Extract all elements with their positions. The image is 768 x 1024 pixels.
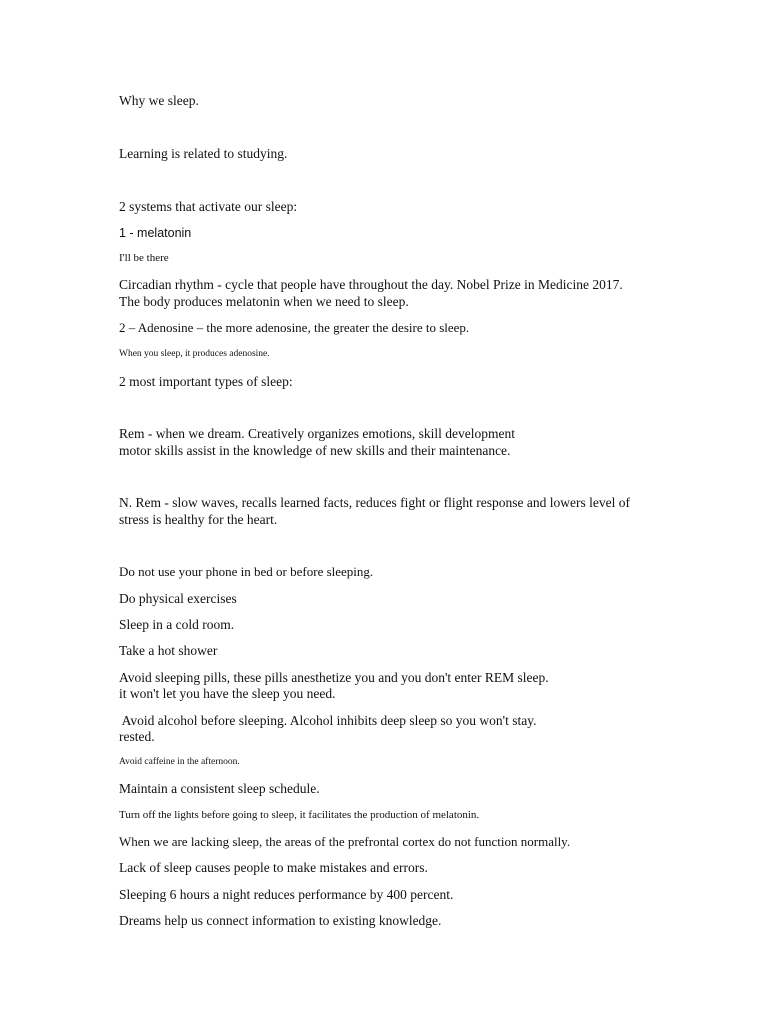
tip-pills-line-1: Avoid sleeping pills, these pills anesthetize you and you don't enter REM sleep. bbox=[119, 670, 549, 685]
tip-cold-room: Sleep in a cold room. bbox=[119, 617, 235, 632]
system-2-adenosine: 2 – Adenosine – the more adenosine, the greater the desire to sleep. bbox=[119, 320, 470, 335]
fact-performance: Sleeping 6 hours a night reduces performance by 400 percent. bbox=[119, 887, 454, 902]
fact-dreams: Dreams help us connect information to existing knowledge. bbox=[119, 913, 442, 928]
tip-exercise: Do physical exercises bbox=[119, 591, 237, 606]
nrem-line-2: stress is healthy for the heart. bbox=[119, 512, 278, 527]
circadian-line-2: The body produces melatonin when we need to sleep. bbox=[119, 294, 409, 309]
types-heading: 2 most important types of sleep: bbox=[119, 374, 293, 389]
tip-caffeine: Avoid caffeine in the afternoon. bbox=[119, 757, 240, 767]
tip-phone: Do not use your phone in bed or before sleeping. bbox=[119, 564, 374, 579]
tip-lights: Turn off the lights before going to sleep, it facilitates the production of melatonin. bbox=[119, 809, 480, 821]
rem-line-2: motor skills assist in the knowledge of new skills and their maintenance. bbox=[119, 443, 511, 458]
tip-alcohol-line-2: rested. bbox=[119, 729, 155, 744]
fact-mistakes: Lack of sleep causes people to make mistakes and errors. bbox=[119, 860, 428, 875]
system-1-melatonin: 1 - melatonin bbox=[119, 226, 192, 240]
tip-schedule: Maintain a consistent sleep schedule. bbox=[119, 781, 320, 796]
fact-prefrontal: When we are lacking sleep, the areas of the prefrontal cortex do not function normally. bbox=[119, 834, 571, 849]
ill-be-there-line: I'll be there bbox=[119, 252, 169, 264]
rem-line-1: Rem - when we dream. Creatively organizes emotions, skill development bbox=[119, 426, 516, 441]
circadian-line-1: Circadian rhythm - cycle that people have throughout the day. Nobel Prize in Medicine 2017. bbox=[119, 277, 623, 292]
tip-pills-line-2: it won't let you have the sleep you need. bbox=[119, 686, 336, 701]
document-title: Why we sleep. bbox=[119, 93, 199, 108]
intro-line: Learning is related to studying. bbox=[119, 146, 288, 161]
adenosine-note: When you sleep, it produces adenosine. bbox=[119, 349, 270, 359]
tip-alcohol-line-1: Avoid alcohol before sleeping. Alcohol inhibits deep sleep so you won't stay. bbox=[119, 713, 537, 728]
tip-shower: Take a hot shower bbox=[119, 643, 218, 658]
systems-heading: 2 systems that activate our sleep: bbox=[119, 199, 298, 214]
nrem-line-1: N. Rem - slow waves, recalls learned facts, reduces fight or flight response and lowers level of bbox=[119, 495, 630, 510]
